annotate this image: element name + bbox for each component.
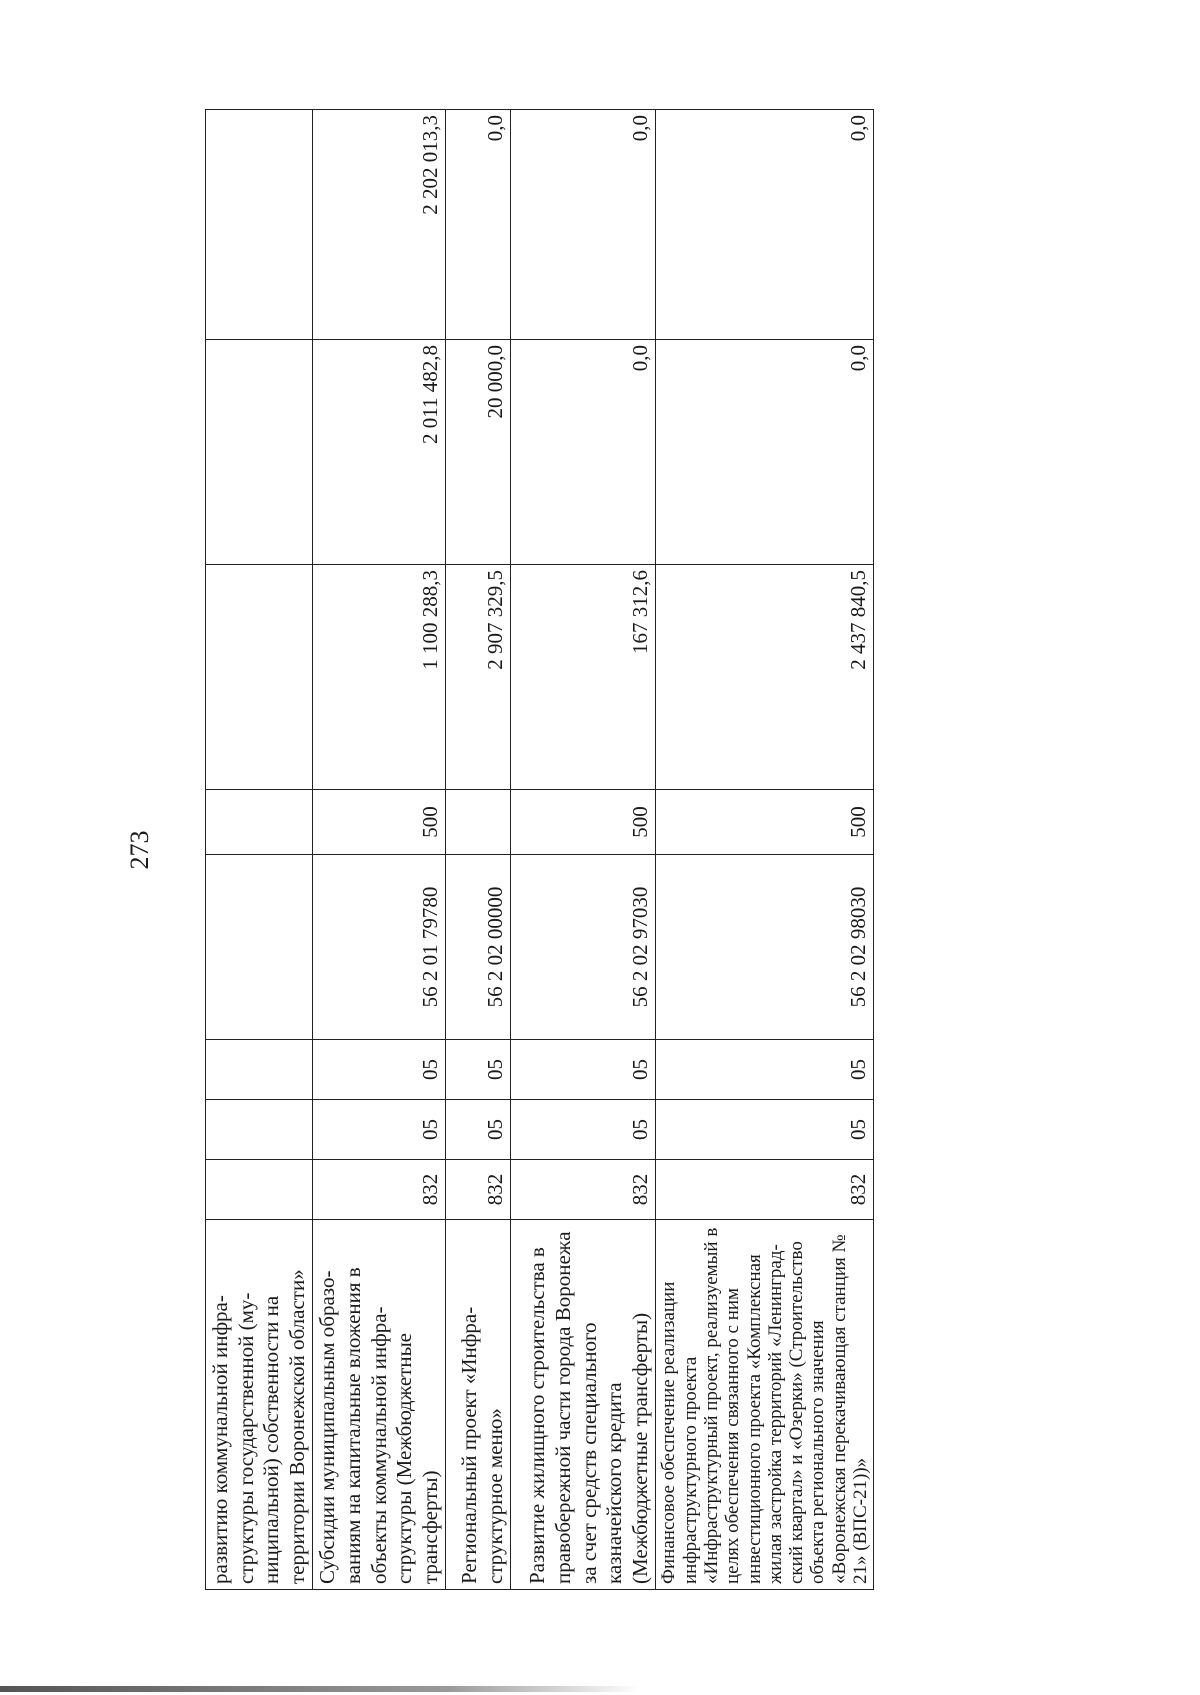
cell-rz: 05 <box>656 1100 874 1160</box>
table-row <box>656 110 874 1590</box>
page-number: 273 <box>125 830 154 870</box>
cell-amount-3: 0,0 <box>446 110 511 340</box>
row-name: Финансовое обеспечение реализации инфраструктурного проекта «Инфраструктурный проект, реализуемый в целях обеспечения связанного с ним инвестиционного проекта «Комплексная жилая застройка территорий «Ленинградский квартал» и «Озерки» (Строительство объекта регионального значения «Воронежская перекачивающая станция № 21» (ВПС-21))» <box>656 1220 874 1590</box>
cell-vr: 500 <box>511 790 656 855</box>
cell-amount-2: 0,0 <box>511 340 656 565</box>
cell-amount-3: 0,0 <box>511 110 656 340</box>
table-row <box>511 110 656 1590</box>
cell-amount-2 <box>206 340 313 565</box>
cell-amount-2: 2 011 482,8 <box>313 340 446 565</box>
cell-amount-1: 167 312,6 <box>511 565 656 790</box>
cell-pr <box>206 1040 313 1100</box>
cell-amount-1: 2 437 840,5 <box>656 565 874 790</box>
cell-amount-1 <box>206 565 313 790</box>
cell-csr: 56 2 02 98030 <box>656 855 874 1040</box>
cell-pr: 05 <box>511 1040 656 1100</box>
cell-amount-3 <box>206 110 313 340</box>
cell-vr <box>206 790 313 855</box>
cell-amount-3: 0,0 <box>656 110 874 340</box>
cell-amount-2: 20 000,0 <box>446 340 511 565</box>
cell-amount-1: 1 100 288,3 <box>313 565 446 790</box>
cell-csr <box>206 855 313 1040</box>
cell-csr: 56 2 02 97030 <box>511 855 656 1040</box>
cell-grbs: 832 <box>313 1160 446 1220</box>
row-name: Региональный проект «Инфраструктурное меню» <box>446 1220 511 1590</box>
cell-grbs <box>206 1160 313 1220</box>
cell-pr: 05 <box>446 1040 511 1100</box>
cell-rz: 05 <box>511 1100 656 1160</box>
cell-rz <box>206 1100 313 1160</box>
cell-pr: 05 <box>656 1040 874 1100</box>
cell-csr: 56 2 01 79780 <box>313 855 446 1040</box>
scan-edge-line <box>0 1686 640 1692</box>
cell-grbs: 832 <box>511 1160 656 1220</box>
cell-pr: 05 <box>313 1040 446 1100</box>
cell-vr: 500 <box>656 790 874 855</box>
cell-amount-2: 0,0 <box>656 340 874 565</box>
cell-amount-3: 2 202 013,3 <box>313 110 446 340</box>
cell-grbs: 832 <box>446 1160 511 1220</box>
cell-grbs: 832 <box>656 1160 874 1220</box>
cell-vr: 500 <box>313 790 446 855</box>
table-row <box>206 110 313 1590</box>
cell-rz: 05 <box>446 1100 511 1160</box>
table-row <box>446 110 511 1590</box>
cell-rz: 05 <box>313 1100 446 1160</box>
cell-amount-1: 2 907 329,5 <box>446 565 511 790</box>
row-name: Субсидии муниципальным образованиям на капитальные вложения в объекты коммунальной инфраструктуры (Межбюджетные трансферты) <box>313 1220 446 1590</box>
table-row <box>313 110 446 1590</box>
cell-csr: 56 2 02 00000 <box>446 855 511 1040</box>
row-name: развитию коммунальной инфраструктуры государственной (муниципальной) собственности на территории Воронежской области» <box>206 1220 313 1590</box>
row-name: Развитие жилищного строительства в правобережной части города Воронежа за счет средств специального казначейского кредита (Межбюджетные трансферты) <box>511 1220 656 1590</box>
rotated-table-container <box>205 110 871 1590</box>
cell-vr <box>446 790 511 855</box>
budget-table <box>205 109 874 1590</box>
